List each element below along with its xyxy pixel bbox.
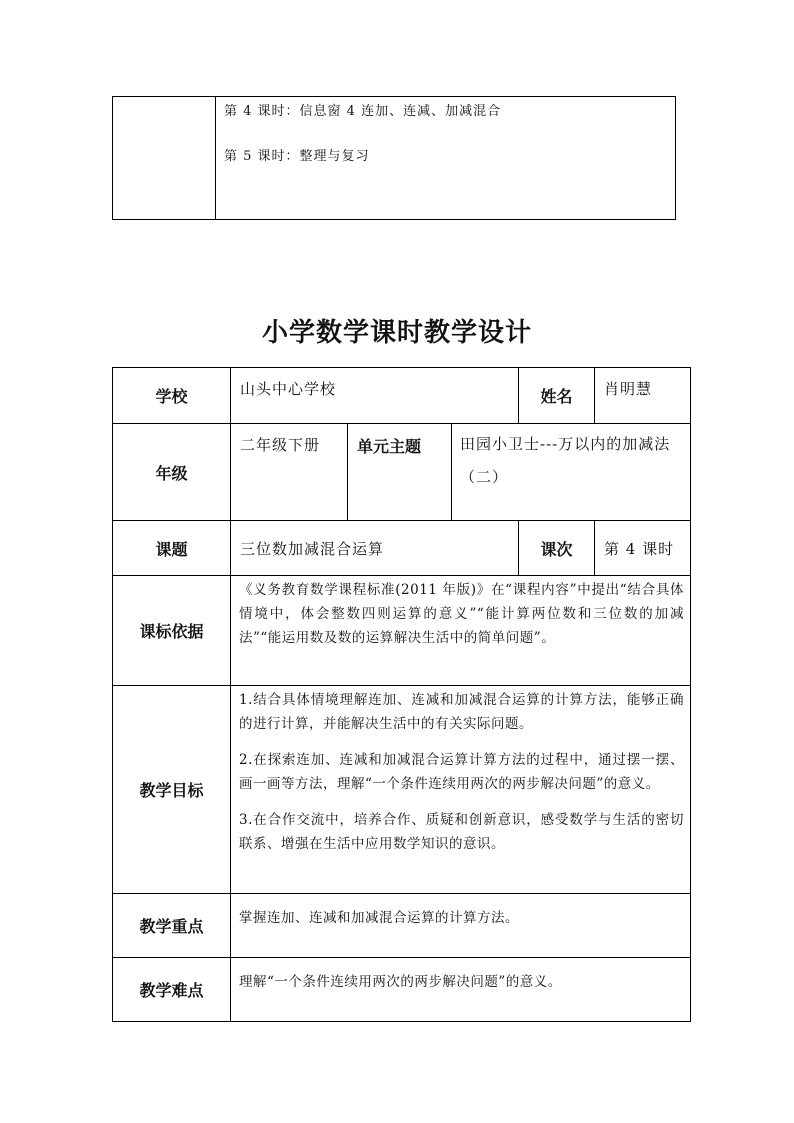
goals-label: 教学目标: [113, 686, 231, 894]
goal-item: 3.在合作交流中，培养合作、质疑和创新意识，感受数学与生活的密切联系、增强在生活中应用数学知识的意识。: [239, 812, 685, 852]
difficulty-text: 理解“一个条件连续用两次的两步解决问题”的意义。: [231, 958, 691, 1022]
school-label: 学校: [113, 368, 231, 424]
lesson-design-table: [112, 367, 691, 1022]
session-value: 第 4 课时: [595, 521, 691, 576]
topic-label: 课题: [113, 521, 231, 576]
basis-text: 《义务教育数学课程标准(2011 年版)》在“课程内容”中提出“结合具体情境中，体会整数四则运算的意义”“能计算两位数和三位数的加减法”“能运用数及数的运算解决生活中的简单问题”。: [231, 576, 691, 686]
lesson-list-table: [112, 96, 676, 220]
goal-item: 2.在探索连加、连减和加减混合运算计算方法的过程中，通过摆一摆、画一画等方法，理解“一个条件连续用两次的两步解决问题”的意义。: [239, 752, 685, 792]
lesson-item: 第 5 课时：整理与复习: [224, 149, 370, 164]
lesson-item: 第 4 课时：信息窗 4 连加、连减、加减混合: [224, 104, 502, 119]
grade-label: 年级: [113, 424, 231, 521]
goal-item: 1.结合具体情境理解连加、连减和加减混合运算的计算方法，能够正确的进行计算，并能解决生活中的有关实际问题。: [239, 692, 685, 732]
blank-label-cell: [113, 97, 216, 220]
school-value: 山头中心学校: [231, 368, 519, 424]
goals-cell: [231, 686, 691, 894]
topic-value: 三位数加减混合运算: [231, 521, 519, 576]
session-label: 课次: [519, 521, 595, 576]
lesson-list-cell: [216, 97, 676, 220]
key-text: 掌握连加、连减和加减混合运算的计算方法。: [231, 894, 691, 958]
name-value: 肖明慧: [595, 368, 691, 424]
unit-value: 田园小卫士---万以内的加减法（二）: [452, 424, 691, 521]
document-title: 小学数学课时教学设计: [261, 318, 532, 348]
key-label: 教学重点: [113, 894, 231, 958]
unit-label: 单元主题: [348, 424, 452, 521]
name-label: 姓名: [519, 368, 595, 424]
grade-value: 二年级下册: [231, 424, 348, 521]
difficulty-label: 教学难点: [113, 958, 231, 1022]
basis-label: 课标依据: [113, 576, 231, 686]
